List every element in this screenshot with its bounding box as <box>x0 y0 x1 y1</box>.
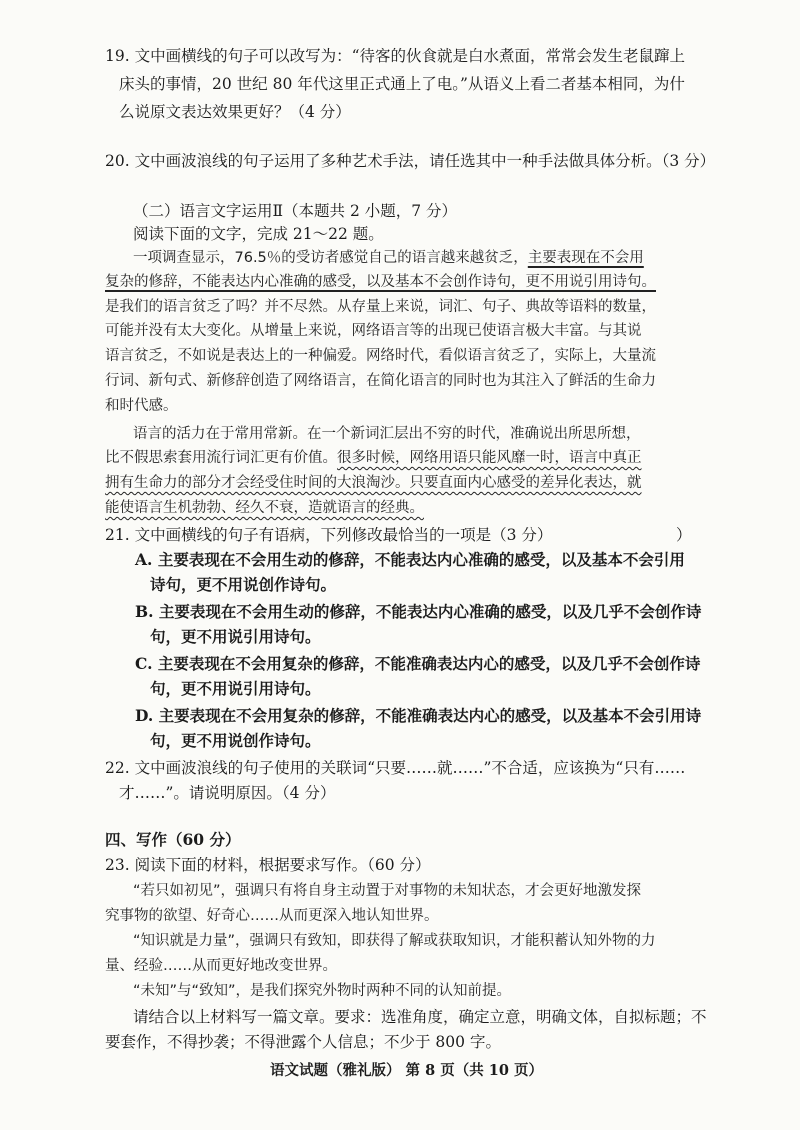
requirement-line-1: 请结合以上材料写一篇文章。要求：选准角度，确定立意，明确文体，自拟标题；不 <box>133 1008 707 1026</box>
section-4-heading: 四、写作（60 分） <box>105 830 241 849</box>
underlined-sentence-end: 复杂的修辞，不能表达内心准确的感受，以及基本不会创作诗句，更不用说引用诗句。 <box>105 274 656 290</box>
q19-line-3: 么说原文表达效果更好？（4 分） <box>119 103 351 121</box>
material-1-line-2: 究事物的欲望、好奇心……从而更深入地认知世界。 <box>105 908 439 924</box>
passage-p1-line-7: 和时代感。 <box>105 398 178 414</box>
passage-text: 一项调查显示，76.5％的受访者感觉自己的语言越来越贫乏， <box>133 250 528 266</box>
passage-text: 比不假思索套用流行词汇更有价值。 <box>105 450 337 466</box>
passage-p1-line-4: 可能并没有太大变化。从增量上来说，网络语言等的出现已使语言极大丰富。与其说 <box>105 323 642 339</box>
q19-line-2: 床头的事情，20 世纪 80 年代这里正式通上了电。”从语义上看二者基本相同，为什 <box>119 75 685 93</box>
option-d-line-1: D. 主要表现在不会用复杂的修辞，不能准确表达内心的感受，以及基本不会引用诗 <box>135 706 702 725</box>
passage-p1-line-3: 是我们的语言贫乏了吗？并不尽然。从存量上来说，词汇、句子、典故等语料的数量， <box>105 299 656 315</box>
material-2-line-2: 量、经验……从而更好地改变世界。 <box>105 958 337 974</box>
q21-stem: 21. 文中画横线的句子有语病，下列修改最恰当的一项是（3 分） <box>105 526 553 544</box>
passage-p1-line-5: 语言贫乏，不如说是表达上的一种偏爱。网络时代，看似语言贫乏了，实际上，大量流 <box>105 348 656 364</box>
material-1-line-1: “若只如初见”，强调只有将自身主动置于对事物的未知状态，才会更好地激发探 <box>133 883 642 899</box>
option-c-line-2: 句，更不用说引用诗句。 <box>150 679 321 698</box>
q22-line-2: 才……”。请说明原因。（4 分） <box>119 784 336 802</box>
wavy-sentence-middle: 拥有生命力的部分才会经受住时间的大浪淘沙。只要直面内心感受的差异化表达，就 <box>105 475 642 491</box>
option-a-line-1: A. 主要表现在不会用生动的修辞，不能表达内心准确的感受，以及基本不会引用 <box>135 550 685 569</box>
wavy-sentence-end: 能使语言生机勃勃、经久不衰，造就语言的经典。 <box>105 500 424 516</box>
option-b-line-2: 句，更不用说引用诗句。 <box>150 627 321 646</box>
option-a-line-2: 诗句，更不用说创作诗句。 <box>150 575 337 594</box>
passage-p2-line-1: 语言的活力在于常用常新。在一个新词汇层出不穷的时代，准确说出所思所想， <box>133 426 641 442</box>
option-b-line-1: B. 主要表现在不会用生动的修辞，不能表达内心准确的感受，以及几乎不会创作诗 <box>135 602 702 621</box>
requirement-line-2: 要套作，不得抄袭；不得泄露个人信息；不少于 800 字。 <box>105 1033 501 1051</box>
section-2-intro: 阅读下面的文字，完成 21～22 题。 <box>133 225 384 243</box>
underlined-sentence-start: 主要表现在不会用 <box>527 250 644 266</box>
passage-p2-line-2 <box>105 447 642 469</box>
q19-line-1: 19. 文中画横线的句子可以改写为：“待客的伙食就是白水煮面，常常会发生老鼠蹿上 <box>105 47 686 65</box>
answer-paren: ） <box>676 526 692 544</box>
material-2-line-1: “知识就是力量”，强调只有致知，即获得了解或获取知识，才能积蓄认知外物的力 <box>133 933 656 949</box>
question-23: 23. 阅读下面的材料，根据要求写作。（60 分） <box>105 856 431 874</box>
passage-p1-line-1 <box>133 247 644 269</box>
option-d-line-2: 句，更不用说创作诗句。 <box>150 731 321 750</box>
page-footer: 语文试题（雅礼版） 第 8 页（共 10 页） <box>270 1062 544 1079</box>
section-2-heading: （二）语言文字运用Ⅱ（本题共 2 小题，7 分） <box>133 202 458 220</box>
q22-line-1: 22. 文中画波浪线的句子使用的关联词“只要……就……”不合适，应该换为“只有…… <box>105 759 686 777</box>
material-3: “未知”与“致知”，是我们探究外物时两种不同的认知前提。 <box>133 983 512 999</box>
passage-p1-line-6: 行词、新句式、新修辞创造了网络语言，在简化语言的同时也为其注入了鲜活的生命力 <box>105 373 656 389</box>
option-c-line-1: C. 主要表现在不会用复杂的修辞，不能准确表达内心的感受，以及几乎不会创作诗 <box>135 654 701 673</box>
question-20: 20. 文中画波浪线的句子运用了多种艺术手法，请任选其中一种手法做具体分析。（3 分） <box>105 152 716 170</box>
wavy-sentence-start: 很多时候，网络用语只能风靡一时，语言中真正 <box>337 450 642 466</box>
